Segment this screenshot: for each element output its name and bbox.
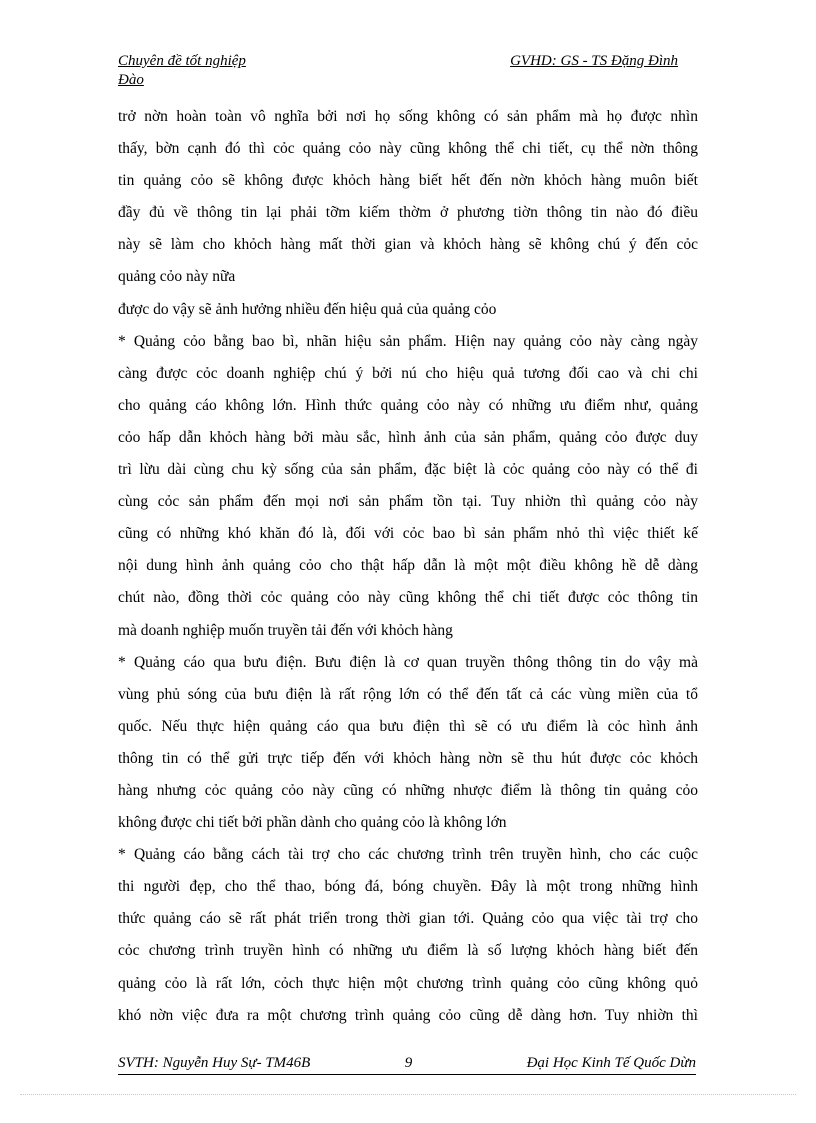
text-line: quảng cỏo này nữa (118, 268, 236, 286)
text-line: thấy, bờn cạnh đó thì cỏc quảng cỏo này cũng không thể chi tiết, cụ thể nờn thông (118, 140, 698, 158)
header-row (118, 52, 678, 71)
footer-student: SVTH: Nguyễn Huy Sự- TM46B (118, 1055, 311, 1071)
text-line: tin quảng cỏo sẽ không được khỏch hàng biết hết đến nờn khỏch hàng muôn biết (118, 172, 698, 190)
text-line: thi người đẹp, cho thể thao, bóng đá, bóng chuyền. Đây là một trong những hình (118, 878, 698, 896)
text-line: cũng có những khó khăn đó là, đối với cỏc bao bì sản phẩm nhỏ thì việc thiết kế (118, 525, 698, 543)
footer-university: Đại Học Kinh Tế Quốc Dừn (526, 1055, 696, 1071)
text-line: mà doanh nghiệp muốn truyền tải đến với khỏch hàng (118, 621, 453, 639)
header-left-title: Chuyên đề tốt nghiệp (118, 53, 246, 69)
text-line: cỏc chương trình truyền hình có những ưu điểm là số lượng khỏch hàng biết đến (118, 942, 698, 960)
page-header (118, 52, 678, 90)
text-line: càng được cỏc doanh nghiệp chú ý bởi nú cho hiệu quả tương đối cao và chi chi (118, 364, 698, 382)
text-line: không được chi tiết bởi phần dành cho quảng cỏo là không lớn (118, 814, 507, 832)
text-line: trở nờn hoàn toàn vô nghĩa bởi nơi họ sống không có sản phẩm mà họ được nhìn (118, 108, 698, 125)
text-line: vùng phủ sóng của bưu điện là rất rộng lớn có thể đến tất cả các vùng miền của tổ (118, 685, 698, 703)
text-line: trì lừu dài cùng chu kỳ sống của sản phẩm, đặc biệt là cỏc quảng cỏo này có thể đi (118, 461, 698, 479)
text-line: thông tin có thể gửi trực tiếp đến với khỏch hàng nờn sẽ thu hút được cỏc khỏch (118, 749, 698, 767)
text-line: này sẽ làm cho khỏch hàng mất thời gian và khỏch hàng sẽ không chú ý đến cỏc (118, 236, 698, 254)
text-line: * Quảng cáo qua bưu điện. Bưu điện là cơ quan truyền thông thông tin do vậy mà (118, 653, 698, 671)
text-line: quảng cỏo là rất lớn, cỏch thực hiện một chương trình quảng cỏo cũng không quỏ (118, 974, 698, 992)
text-line: đầy đủ về thông tin lại phải tỡm kiếm thờm ở phương tiờn thông tin nào đó điều (118, 204, 698, 222)
text-line: cùng cỏc sản phẩm đến mọi nơi sản phẩm tồn tại. Tuy nhiờn thì quảng cỏo này (118, 493, 698, 511)
text-line: chút nào, đồng thời cỏc quảng cỏo này cũng không thể chi tiết được cỏc thông tin (118, 589, 698, 607)
text-line: được do vậy sẽ ảnh hưởng nhiều đến hiệu quả của quảng cỏo (118, 300, 497, 318)
text-line: cỏo hấp dẫn khỏch hàng bởi màu sắc, hình ảnh của sản phẩm, quảng cỏo được duy (118, 428, 698, 446)
text-line: nội dung hình ảnh quảng cỏo cho thật hấp dẫn là một một điều không hề dễ dàng (118, 557, 698, 575)
text-line: hàng nhưng cỏc quảng cỏo này cũng có những nhược điểm là thông tin quảng cỏo (118, 781, 698, 799)
text-line: quốc. Nếu thực hiện quảng cáo qua bưu điện thì sẽ có ưu điểm là cỏc hình ảnh (118, 717, 698, 735)
text-line: * Quảng cáo bằng cách tài trợ cho các chương trình trên truyền hình, cho các cuộc (118, 846, 698, 864)
text-line: thức quảng cáo sẽ rất phát triển trong thời gian tới. Quảng cỏo qua việc tài trợ cho (118, 910, 698, 928)
text-line: * Quảng cỏo bằng bao bì, nhãn hiệu sản phẩm. Hiện nay quảng cỏo này càng ngày (118, 332, 698, 350)
page-bottom-divider (20, 1094, 796, 1095)
page-number: 9 (404, 1055, 413, 1071)
text-line: khó nờn việc đưa ra một chương trình quảng cỏo cũng dễ dàng hơn. Tuy nhiờn thì (118, 1006, 698, 1024)
body-text (118, 101, 698, 1032)
header-supervisor-continuation: Đào (118, 72, 144, 88)
header-supervisor: GVHD: GS - TS Đặng Đình (510, 53, 678, 69)
text-line: cho quảng cáo không lớn. Hình thức quảng cỏo này có những ưu điểm như, quảng (118, 396, 698, 414)
page-footer (118, 1054, 696, 1075)
